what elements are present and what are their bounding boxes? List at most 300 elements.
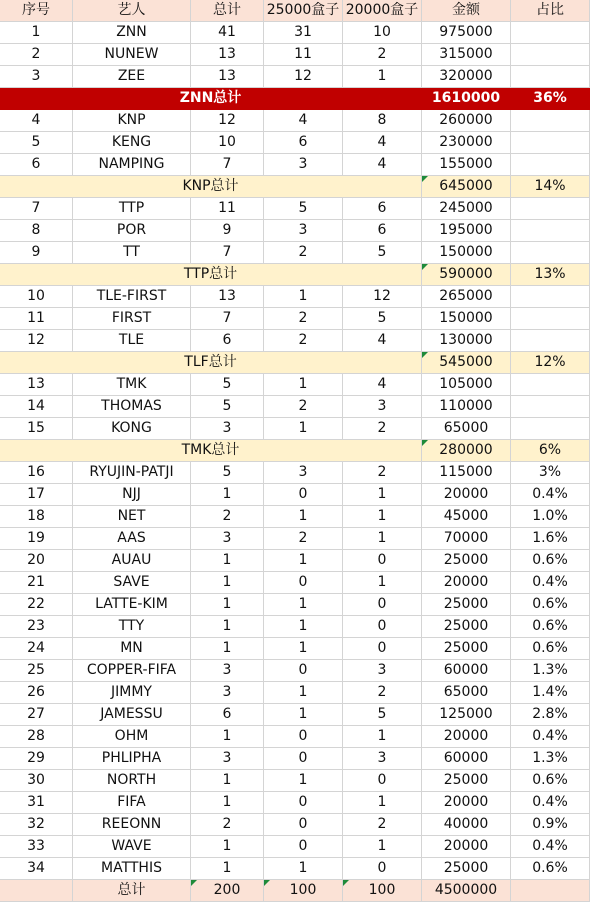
artist-cell[interactable]: NET	[73, 506, 191, 528]
amount-cell[interactable]: 265000	[422, 286, 511, 308]
box-25000-cell[interactable]: 4	[264, 110, 343, 132]
artist-cell[interactable]: SAVE	[73, 572, 191, 594]
total-count-cell[interactable]: 1	[191, 836, 264, 858]
artist-cell[interactable]: TTP	[73, 198, 191, 220]
amount-cell[interactable]: 20000	[422, 836, 511, 858]
table-row	[0, 44, 590, 66]
table-row	[0, 22, 590, 44]
table-row	[0, 198, 590, 220]
box-20000-cell[interactable]: 12	[343, 286, 422, 308]
box-20000-cell[interactable]: 0	[343, 594, 422, 616]
artist-cell[interactable]: MATTHIS	[73, 858, 191, 880]
artist-cell[interactable]: AAS	[73, 528, 191, 550]
artist-cell[interactable]: NUNEW	[73, 44, 191, 66]
row-number-cell[interactable]: 27	[0, 704, 73, 726]
box-25000-cell[interactable]: 2	[264, 330, 343, 352]
share-cell[interactable]: 1.4%	[511, 682, 590, 704]
box-25000-cell[interactable]: 0	[264, 748, 343, 770]
row-number-cell[interactable]: 33	[0, 836, 73, 858]
amount-cell[interactable]: 20000	[422, 726, 511, 748]
box-25000-cell[interactable]: 31	[264, 22, 343, 44]
total-count-cell[interactable]: 13	[191, 44, 264, 66]
box-25000-cell[interactable]: 0	[264, 572, 343, 594]
share-cell[interactable]	[511, 308, 590, 330]
artist-cell[interactable]: ZNN	[73, 22, 191, 44]
amount-cell[interactable]: 25000	[422, 638, 511, 660]
row-number-cell[interactable]: 7	[0, 198, 73, 220]
share-cell[interactable]	[511, 330, 590, 352]
table-row	[0, 418, 590, 440]
row-number-cell[interactable]: 17	[0, 484, 73, 506]
header-cell-amount[interactable]: 金额	[422, 0, 511, 22]
box-20000-cell[interactable]: 0	[343, 550, 422, 572]
share-cell[interactable]: 0.6%	[511, 638, 590, 660]
box-25000-cell[interactable]: 1	[264, 704, 343, 726]
subtotal-amount-cell[interactable]: 590000	[422, 264, 511, 286]
table-row	[0, 242, 590, 264]
box-25000-cell[interactable]: 0	[264, 792, 343, 814]
total-count-cell[interactable]: 2	[191, 814, 264, 836]
share-cell[interactable]: 0.4%	[511, 484, 590, 506]
box-20000-cell[interactable]: 1	[343, 726, 422, 748]
row-number-cell[interactable]: 19	[0, 528, 73, 550]
box-25000-cell[interactable]: 1	[264, 374, 343, 396]
share-cell[interactable]: 1.3%	[511, 748, 590, 770]
total-count-cell[interactable]: 6	[191, 330, 264, 352]
row-number-cell[interactable]: 10	[0, 286, 73, 308]
share-cell[interactable]: 1.6%	[511, 528, 590, 550]
share-cell[interactable]: 0.4%	[511, 792, 590, 814]
artist-cell[interactable]: TLE-FIRST	[73, 286, 191, 308]
subtotal-amount-cell[interactable]: 545000	[422, 352, 511, 374]
amount-cell[interactable]: 25000	[422, 550, 511, 572]
box-20000-cell[interactable]: 3	[343, 748, 422, 770]
box-20000-cell[interactable]: 1	[343, 836, 422, 858]
amount-cell[interactable]: 320000	[422, 66, 511, 88]
share-cell[interactable]	[511, 286, 590, 308]
row-number-cell[interactable]: 8	[0, 220, 73, 242]
total-count-cell[interactable]: 1	[191, 792, 264, 814]
artist-cell[interactable]: NORTH	[73, 770, 191, 792]
box-25000-cell[interactable]: 3	[264, 220, 343, 242]
box-25000-cell[interactable]: 1	[264, 594, 343, 616]
amount-cell[interactable]: 65000	[422, 418, 511, 440]
box-25000-cell[interactable]: 1	[264, 616, 343, 638]
amount-cell[interactable]: 25000	[422, 858, 511, 880]
total-count-cell[interactable]: 1	[191, 770, 264, 792]
artist-cell[interactable]: TT	[73, 242, 191, 264]
row-number-cell[interactable]: 22	[0, 594, 73, 616]
total-count-cell[interactable]: 9	[191, 220, 264, 242]
row-number-cell[interactable]: 24	[0, 638, 73, 660]
box-25000-cell[interactable]: 0	[264, 660, 343, 682]
table-row	[0, 660, 590, 682]
box-25000-cell[interactable]: 5	[264, 198, 343, 220]
subtotal-share-cell[interactable]: 14%	[511, 176, 590, 198]
header-cell-total[interactable]: 总计	[191, 0, 264, 22]
row-number-cell[interactable]: 25	[0, 660, 73, 682]
box-20000-cell[interactable]: 1	[343, 528, 422, 550]
amount-cell[interactable]: 260000	[422, 110, 511, 132]
subtotal-share-cell[interactable]: 13%	[511, 264, 590, 286]
total-count-cell[interactable]: 12	[191, 110, 264, 132]
artist-cell[interactable]: COPPER-FIFA	[73, 660, 191, 682]
box-20000-cell[interactable]: 0	[343, 770, 422, 792]
box-25000-cell[interactable]: 1	[264, 770, 343, 792]
row-number-cell[interactable]: 3	[0, 66, 73, 88]
artist-cell[interactable]: NAMPING	[73, 154, 191, 176]
box-25000-cell[interactable]: 0	[264, 836, 343, 858]
total-count-cell[interactable]: 7	[191, 308, 264, 330]
artist-cell[interactable]: RYUJIN-PATJI	[73, 462, 191, 484]
amount-cell[interactable]: 20000	[422, 484, 511, 506]
row-number-cell[interactable]: 13	[0, 374, 73, 396]
amount-cell[interactable]: 975000	[422, 22, 511, 44]
artist-cell[interactable]: LATTE-KIM	[73, 594, 191, 616]
share-cell[interactable]	[511, 242, 590, 264]
amount-cell[interactable]: 105000	[422, 374, 511, 396]
box-20000-cell[interactable]: 5	[343, 242, 422, 264]
box-20000-cell[interactable]: 1	[343, 506, 422, 528]
share-cell[interactable]: 3%	[511, 462, 590, 484]
box-20000-cell[interactable]: 2	[343, 418, 422, 440]
table-row	[0, 374, 590, 396]
total-count-cell[interactable]: 13	[191, 286, 264, 308]
amount-cell[interactable]: 155000	[422, 154, 511, 176]
box-20000-cell[interactable]: 4	[343, 374, 422, 396]
table-row	[0, 858, 590, 880]
box-25000-cell[interactable]: 2	[264, 242, 343, 264]
total-count-cell[interactable]: 1	[191, 616, 264, 638]
table-row	[0, 330, 590, 352]
amount-cell[interactable]: 25000	[422, 616, 511, 638]
group-subtotal-row	[0, 440, 590, 462]
box-20000-cell[interactable]: 8	[343, 110, 422, 132]
total-count-cell[interactable]: 1	[191, 726, 264, 748]
artist-cell[interactable]: KNP	[73, 110, 191, 132]
subtotal-label-cell[interactable]: TMK总计	[0, 440, 422, 462]
share-cell[interactable]	[511, 154, 590, 176]
row-number-cell[interactable]: 20	[0, 550, 73, 572]
total-count-cell[interactable]: 3	[191, 418, 264, 440]
total-cell-total[interactable]: 200	[191, 880, 264, 902]
artist-cell[interactable]: POR	[73, 220, 191, 242]
header-cell-no[interactable]: 序号	[0, 0, 73, 22]
amount-cell[interactable]: 25000	[422, 594, 511, 616]
box-20000-cell[interactable]: 4	[343, 330, 422, 352]
amount-cell[interactable]: 115000	[422, 462, 511, 484]
box-20000-cell[interactable]: 5	[343, 308, 422, 330]
total-count-cell[interactable]: 41	[191, 22, 264, 44]
artist-cell[interactable]: FIRST	[73, 308, 191, 330]
box-25000-cell[interactable]: 1	[264, 286, 343, 308]
share-cell[interactable]	[511, 44, 590, 66]
box-20000-cell[interactable]: 6	[343, 220, 422, 242]
box-25000-cell[interactable]: 1	[264, 638, 343, 660]
box-25000-cell[interactable]: 0	[264, 814, 343, 836]
amount-cell[interactable]: 65000	[422, 682, 511, 704]
amount-cell[interactable]: 230000	[422, 132, 511, 154]
total-cell-box-25000[interactable]: 100	[264, 880, 343, 902]
share-cell[interactable]: 0.6%	[511, 770, 590, 792]
subtotal-amount-cell[interactable]: 1610000	[422, 88, 511, 110]
header-cell-box-25000[interactable]: 25000盒子	[264, 0, 343, 22]
box-20000-cell[interactable]: 10	[343, 22, 422, 44]
header-cell-box-20000[interactable]: 20000盒子	[343, 0, 422, 22]
table-row	[0, 594, 590, 616]
table-row	[0, 814, 590, 836]
total-count-cell[interactable]: 7	[191, 154, 264, 176]
group-subtotal-row	[0, 176, 590, 198]
row-number-cell[interactable]: 29	[0, 748, 73, 770]
total-cell-share[interactable]	[511, 880, 590, 902]
share-cell[interactable]	[511, 418, 590, 440]
artist-cell[interactable]: KONG	[73, 418, 191, 440]
share-cell[interactable]	[511, 110, 590, 132]
amount-cell[interactable]: 70000	[422, 528, 511, 550]
share-cell[interactable]: 2.8%	[511, 704, 590, 726]
box-20000-cell[interactable]: 2	[343, 682, 422, 704]
row-number-cell[interactable]: 26	[0, 682, 73, 704]
table-row	[0, 462, 590, 484]
row-number-cell[interactable]: 2	[0, 44, 73, 66]
row-number-cell[interactable]: 6	[0, 154, 73, 176]
box-25000-cell[interactable]: 11	[264, 44, 343, 66]
table-row	[0, 572, 590, 594]
box-25000-cell[interactable]: 2	[264, 396, 343, 418]
table-row	[0, 682, 590, 704]
amount-cell[interactable]: 110000	[422, 396, 511, 418]
artist-cell[interactable]: PHLIPHA	[73, 748, 191, 770]
row-number-cell[interactable]: 34	[0, 858, 73, 880]
highlight-subtotal-row	[0, 88, 590, 110]
total-count-cell[interactable]: 1	[191, 594, 264, 616]
box-25000-cell[interactable]: 1	[264, 682, 343, 704]
amount-cell[interactable]: 40000	[422, 814, 511, 836]
subtotal-label-cell[interactable]: TLF总计	[0, 352, 422, 374]
share-cell[interactable]: 0.6%	[511, 550, 590, 572]
total-count-cell[interactable]: 10	[191, 132, 264, 154]
box-20000-cell[interactable]: 1	[343, 792, 422, 814]
artist-cell[interactable]: FIFA	[73, 792, 191, 814]
box-25000-cell[interactable]: 2	[264, 308, 343, 330]
table-row	[0, 66, 590, 88]
table-row	[0, 726, 590, 748]
total-count-cell[interactable]: 3	[191, 660, 264, 682]
artist-cell[interactable]: JAMESSU	[73, 704, 191, 726]
share-cell[interactable]: 0.6%	[511, 594, 590, 616]
box-25000-cell[interactable]: 12	[264, 66, 343, 88]
table-row	[0, 528, 590, 550]
table-row	[0, 704, 590, 726]
box-25000-cell[interactable]: 3	[264, 154, 343, 176]
box-20000-cell[interactable]: 1	[343, 572, 422, 594]
amount-cell[interactable]: 45000	[422, 506, 511, 528]
row-number-cell[interactable]: 9	[0, 242, 73, 264]
total-count-cell[interactable]: 1	[191, 858, 264, 880]
table-row	[0, 396, 590, 418]
box-20000-cell[interactable]: 2	[343, 44, 422, 66]
total-cell-label[interactable]: 总计	[73, 880, 191, 902]
total-count-cell[interactable]: 3	[191, 682, 264, 704]
total-count-cell[interactable]: 3	[191, 528, 264, 550]
table-row	[0, 506, 590, 528]
row-number-cell[interactable]: 23	[0, 616, 73, 638]
total-count-cell[interactable]: 3	[191, 748, 264, 770]
box-20000-cell[interactable]: 4	[343, 132, 422, 154]
total-count-cell[interactable]: 7	[191, 242, 264, 264]
box-20000-cell[interactable]: 2	[343, 814, 422, 836]
artist-cell[interactable]: TLE	[73, 330, 191, 352]
box-20000-cell[interactable]: 0	[343, 616, 422, 638]
subtotal-amount-cell[interactable]: 280000	[422, 440, 511, 462]
total-row	[0, 880, 590, 902]
subtotal-share-cell[interactable]: 12%	[511, 352, 590, 374]
table-row	[0, 792, 590, 814]
table-row	[0, 836, 590, 858]
box-25000-cell[interactable]: 1	[264, 418, 343, 440]
artist-cell[interactable]: NJJ	[73, 484, 191, 506]
box-20000-cell[interactable]: 0	[343, 858, 422, 880]
row-number-cell[interactable]: 5	[0, 132, 73, 154]
table-row	[0, 132, 590, 154]
subtotal-label-cell[interactable]: TTP总计	[0, 264, 422, 286]
artist-cell[interactable]: WAVE	[73, 836, 191, 858]
total-count-cell[interactable]: 2	[191, 506, 264, 528]
row-number-cell[interactable]: 30	[0, 770, 73, 792]
total-count-cell[interactable]: 13	[191, 66, 264, 88]
amount-cell[interactable]: 150000	[422, 242, 511, 264]
total-count-cell[interactable]: 5	[191, 396, 264, 418]
artist-cell[interactable]: OHM	[73, 726, 191, 748]
box-25000-cell[interactable]: 0	[264, 484, 343, 506]
row-number-cell[interactable]: 28	[0, 726, 73, 748]
table-row	[0, 616, 590, 638]
subtotal-label-cell[interactable]: KNP总计	[0, 176, 422, 198]
total-cell-amount[interactable]: 4500000	[422, 880, 511, 902]
share-cell[interactable]	[511, 220, 590, 242]
amount-cell[interactable]: 20000	[422, 792, 511, 814]
row-number-cell[interactable]: 11	[0, 308, 73, 330]
amount-cell[interactable]: 60000	[422, 660, 511, 682]
total-count-cell[interactable]: 1	[191, 484, 264, 506]
box-25000-cell[interactable]: 2	[264, 528, 343, 550]
row-number-cell[interactable]: 1	[0, 22, 73, 44]
box-25000-cell[interactable]: 3	[264, 462, 343, 484]
total-cell-blank[interactable]	[0, 880, 73, 902]
row-number-cell[interactable]: 18	[0, 506, 73, 528]
box-25000-cell[interactable]: 0	[264, 726, 343, 748]
share-cell[interactable]: 0.9%	[511, 814, 590, 836]
artist-cell[interactable]: AUAU	[73, 550, 191, 572]
box-20000-cell[interactable]: 4	[343, 154, 422, 176]
row-number-cell[interactable]: 21	[0, 572, 73, 594]
artist-cell[interactable]: JIMMY	[73, 682, 191, 704]
total-count-cell[interactable]: 6	[191, 704, 264, 726]
table-row	[0, 550, 590, 572]
amount-cell[interactable]: 315000	[422, 44, 511, 66]
row-number-cell[interactable]: 15	[0, 418, 73, 440]
row-number-cell[interactable]: 4	[0, 110, 73, 132]
share-cell[interactable]	[511, 374, 590, 396]
amount-cell[interactable]: 60000	[422, 748, 511, 770]
total-cell-box-20000[interactable]: 100	[343, 880, 422, 902]
subtotal-share-cell[interactable]: 6%	[511, 440, 590, 462]
row-number-cell[interactable]: 14	[0, 396, 73, 418]
subtotal-label-cell[interactable]: ZNN总计	[0, 88, 422, 110]
share-cell[interactable]: 0.6%	[511, 858, 590, 880]
total-count-cell[interactable]: 11	[191, 198, 264, 220]
box-25000-cell[interactable]: 1	[264, 550, 343, 572]
share-cell[interactable]: 0.4%	[511, 836, 590, 858]
table-row	[0, 154, 590, 176]
subtotal-amount-cell[interactable]: 645000	[422, 176, 511, 198]
share-cell[interactable]: 0.4%	[511, 726, 590, 748]
share-cell[interactable]: 1.0%	[511, 506, 590, 528]
row-number-cell[interactable]: 31	[0, 792, 73, 814]
amount-cell[interactable]: 195000	[422, 220, 511, 242]
artist-cell[interactable]: THOMAS	[73, 396, 191, 418]
box-20000-cell[interactable]: 3	[343, 660, 422, 682]
artist-cell[interactable]: ZEE	[73, 66, 191, 88]
box-25000-cell[interactable]: 1	[264, 506, 343, 528]
artist-cell[interactable]: TTY	[73, 616, 191, 638]
box-20000-cell[interactable]: 5	[343, 704, 422, 726]
box-20000-cell[interactable]: 3	[343, 396, 422, 418]
box-20000-cell[interactable]: 1	[343, 484, 422, 506]
amount-cell[interactable]: 150000	[422, 308, 511, 330]
total-count-cell[interactable]: 1	[191, 550, 264, 572]
total-count-cell[interactable]: 1	[191, 638, 264, 660]
box-25000-cell[interactable]: 6	[264, 132, 343, 154]
box-20000-cell[interactable]: 6	[343, 198, 422, 220]
share-cell[interactable]	[511, 198, 590, 220]
row-number-cell[interactable]: 12	[0, 330, 73, 352]
total-count-cell[interactable]: 5	[191, 374, 264, 396]
share-cell[interactable]: 0.6%	[511, 616, 590, 638]
box-20000-cell[interactable]: 1	[343, 66, 422, 88]
table-row	[0, 484, 590, 506]
total-count-cell[interactable]: 1	[191, 572, 264, 594]
artist-cell[interactable]: REEONN	[73, 814, 191, 836]
artist-cell[interactable]: TMK	[73, 374, 191, 396]
total-count-cell[interactable]: 5	[191, 462, 264, 484]
share-cell[interactable]	[511, 22, 590, 44]
table-row	[0, 110, 590, 132]
amount-cell[interactable]: 20000	[422, 572, 511, 594]
share-cell[interactable]: 1.3%	[511, 660, 590, 682]
header-cell-artist[interactable]: 艺人	[73, 0, 191, 22]
amount-cell[interactable]: 25000	[422, 770, 511, 792]
box-25000-cell[interactable]: 1	[264, 858, 343, 880]
box-20000-cell[interactable]: 2	[343, 462, 422, 484]
share-cell[interactable]	[511, 132, 590, 154]
box-20000-cell[interactable]: 0	[343, 638, 422, 660]
share-cell[interactable]	[511, 396, 590, 418]
share-cell[interactable]	[511, 66, 590, 88]
amount-cell[interactable]: 245000	[422, 198, 511, 220]
artist-cell[interactable]: MN	[73, 638, 191, 660]
row-number-cell[interactable]: 16	[0, 462, 73, 484]
header-cell-share[interactable]: 占比	[511, 0, 590, 22]
artist-cell[interactable]: KENG	[73, 132, 191, 154]
subtotal-share-cell[interactable]: 36%	[511, 88, 590, 110]
amount-cell[interactable]: 125000	[422, 704, 511, 726]
row-number-cell[interactable]: 32	[0, 814, 73, 836]
table-row	[0, 748, 590, 770]
amount-cell[interactable]: 130000	[422, 330, 511, 352]
share-cell[interactable]: 0.4%	[511, 572, 590, 594]
